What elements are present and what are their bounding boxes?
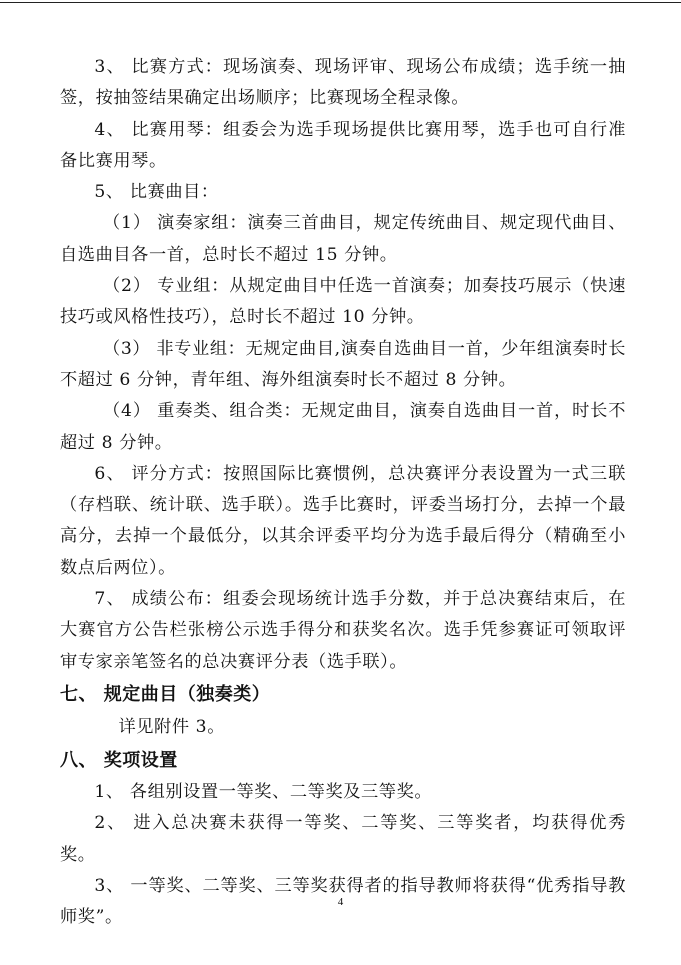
- award-item: 1、 各组别设置一等奖、二等奖及三等奖。: [94, 781, 433, 802]
- sub-item-performer-group: （1） 演奏家组：演奏三首曲目，规定传统曲目、规定现代曲目、自选曲目各一首，总时长不超过 15 分钟。: [60, 213, 626, 265]
- header-rule: [0, 2, 681, 3]
- paragraph-competition-format: 3、 比赛方式：现场演奏、现场评审、现场公布成绩；选手统一抽签，按抽签结果确定出场顺序；比赛现场全程录像。: [60, 57, 626, 109]
- paragraph-repertoire: 5、 比赛曲目：: [94, 182, 219, 203]
- sub-item-amateur-group: （3） 非专业组：无规定曲目,演奏自选曲目一首，少年组演奏时长不超过 6 分钟，青年组、海外组演奏时长不超过 8 分钟。: [60, 338, 626, 390]
- section-heading-repertoire: 七、 规定曲目（独奏类）: [60, 683, 271, 705]
- document-body: [60, 52, 626, 933]
- paragraph-results: 7、 成绩公布：组委会现场统计选手分数，并于总决赛结束后，在大赛官方公告栏张榜公示选手得分和获奖名次。选手凭参赛证可领取评审专家亲笔签名的总决赛评分表（选手联）。: [60, 589, 626, 672]
- sub-item-professional-group: （2） 专业组：从规定曲目中任选一首演奏；加奏技巧展示（快速技巧或风格性技巧），总时长不超过 10 分钟。: [60, 276, 626, 328]
- paragraph-instrument: 4、 比赛用琴：组委会为选手现场提供比赛用琴，选手也可自行准备比赛用琴。: [60, 119, 626, 171]
- award-item: 3、 一等奖、二等奖、三等奖获得者的指导教师将获得“优秀指导教师奖”。: [60, 875, 626, 928]
- section-heading-awards: 八、 奖项设置: [60, 749, 178, 771]
- award-item: 2、 进入总决赛未获得一等奖、二等奖、三等奖者，均获得优秀奖。: [60, 813, 626, 865]
- section-detail-appendix: 详见附件 3。: [118, 716, 226, 737]
- page-number: 4: [337, 896, 344, 908]
- paragraph-scoring: 6、 评分方式：按照国际比赛惯例，总决赛评分表设置为一式三联（存档联、统计联、选手联）。选手比赛时，评委当场打分，去掉一个最高分，去掉一个最低分，以其余评委平均分为选手最后得分（精确至小数点后两位）。: [60, 463, 626, 578]
- sub-item-ensemble-group: （4） 重奏类、组合类：无规定曲目，演奏自选曲目一首，时长不超过 8 分钟。: [60, 401, 626, 453]
